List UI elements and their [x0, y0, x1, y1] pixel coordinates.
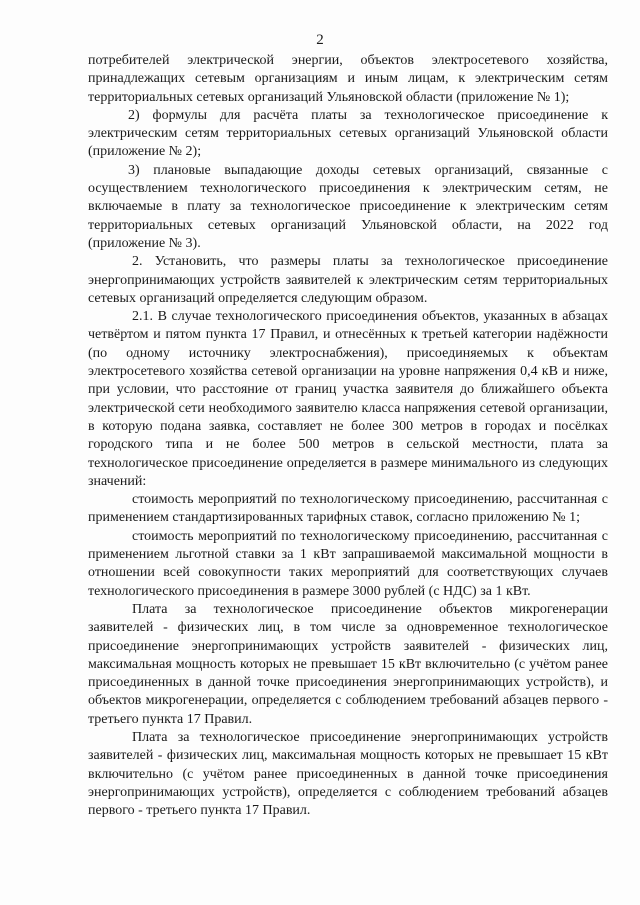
paragraph-section-2-1: 2.1. В случае технологического присоединения объектов, указанных в абзацах четвёртом и пятом пункта 17 Правил, и отнесённых к третьей категории надёжности (по одному источнику электроснабжения), присоединяемых к объектам электросетевого хозяйства сетевой организации на уровне напряжения 0,4 кВ и ниже, при условии, что расстояние от границ участка заявителя до ближайшего объекта электрической сети необходимого заявителю класса напряжения сетевой организации, в которую подана заявка, составляет не более 300 метров в городах и посёлках городского типа и не более 500 метров в сельской местности, плата за технологическое присоединение определяется в размере минимального из следующих значений: — [88, 309, 608, 489]
paragraph-section-2: 2. Установить, что размеры платы за технологическое присоединение энергопринимающих устройств заявителей к электрическим сетям территориальных сетевых организаций определяется следующим образом. — [88, 254, 608, 306]
page-number: 2 — [316, 32, 324, 48]
paragraph-individuals: Плата за технологическое присоединение энергопринимающих устройств заявителей - физических лиц, максимальная мощность которых не превышает 15 кВт включительно (с учётом ранее присоединенных в данной точке присоединения энергопринимающих устройств), определяется с соблюдением требований абзацев первого - третьего пункта 17 Правил. — [88, 729, 608, 819]
paragraph-item-2: 2) формулы для расчёта платы за технологическое присоединение к электрическим сетям территориальных сетевых организаций Ульяновской области (приложение № 2); — [88, 107, 608, 160]
paragraph-option-2: стоимость мероприятий по технологическому присоединению, рассчитанная с применением льготной ставки за 1 кВт запрашиваемой максимальной мощности в отношении всей совокупности таких мероприятий для соответствующих случаев технологического присоединения в размере 3000 рублей (с НДС) за 1 кВт. — [88, 528, 608, 599]
document-body — [88, 52, 608, 820]
paragraph-continuation: потребителей электрической энергии, объектов электросетевого хозяйства, принадлежащих сетевым организациям и иным лицам, к электрическим сетям территориальных сетевых организаций Ульяновской области (приложение № 1); — [88, 53, 608, 105]
paragraph-option-1: стоимость мероприятий по технологическому присоединению, рассчитанная с применением стандартизированных тарифных ставок, согласно приложению № 1; — [88, 492, 608, 526]
paragraph-item-3: 3) плановые выпадающие доходы сетевых организаций, связанные с осуществлением технологического присоединения к электрическим сетям, не включаемые в плату за технологическое присоединение к электрическим сетям территориальных сетевых организаций Ульяновской области, на 2022 год (приложение № 3). — [88, 162, 608, 251]
paragraph-microgeneration: Плата за технологическое присоединение объектов микрогенерации заявителей - физических лиц, в том числе за одновременное технологическое присоединение энергопринимающих устройств заявителей - физических лиц, максимальная мощность которых не превышает 15 кВт включительно (с учётом ранее присоединенных в данной точке присоединения энергопринимающих устройств), и объектов микрогенерации, определяется с соблюдением требований абзацев первого - третьего пункта 17 Правил. — [88, 601, 608, 727]
